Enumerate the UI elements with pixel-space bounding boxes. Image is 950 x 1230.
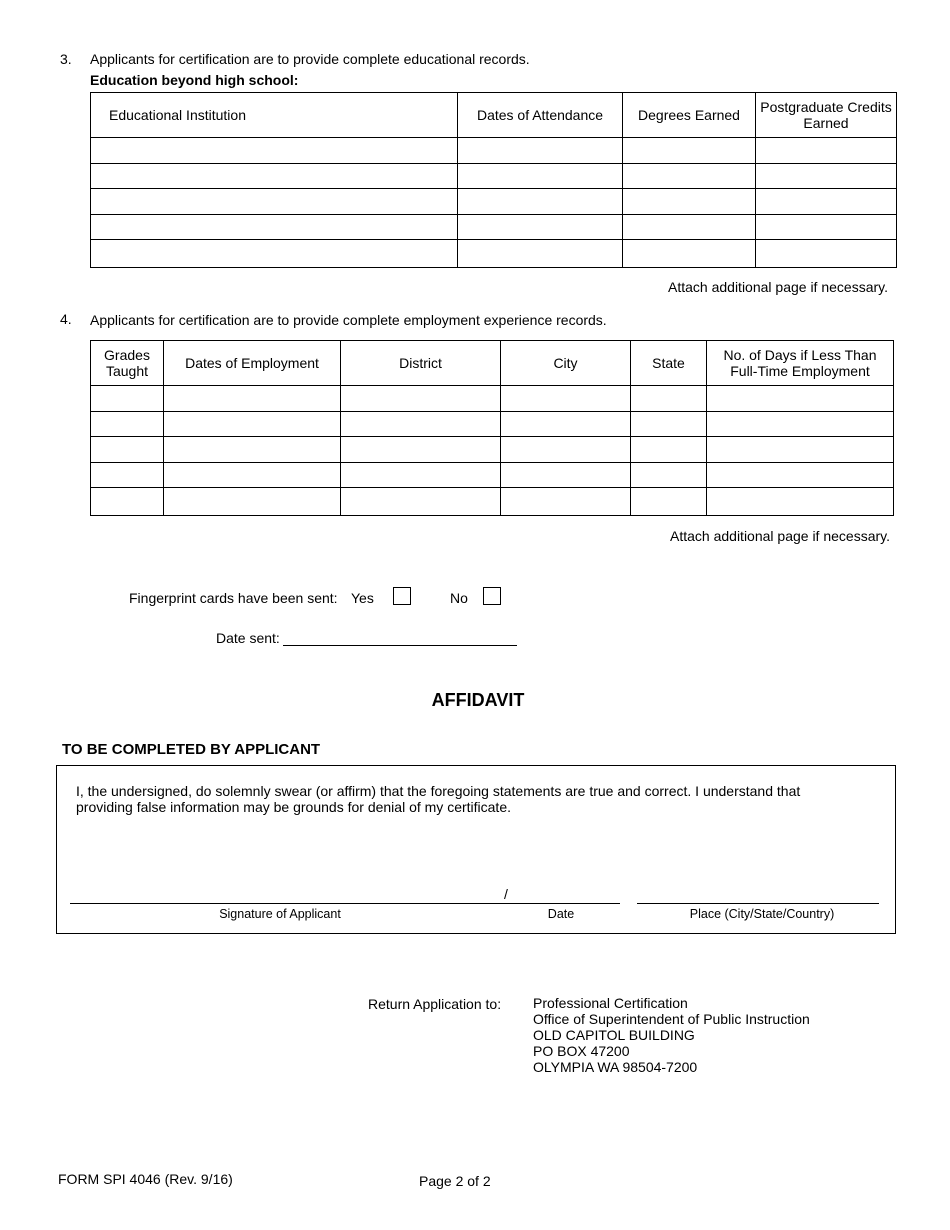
signature-date-line[interactable] bbox=[70, 903, 620, 904]
table-row bbox=[91, 240, 897, 268]
input-cell[interactable] bbox=[91, 138, 458, 164]
yes-checkbox[interactable] bbox=[393, 587, 411, 605]
col-district: District bbox=[341, 341, 501, 386]
input-cell[interactable] bbox=[91, 437, 164, 463]
input-cell[interactable] bbox=[458, 189, 623, 215]
table-row bbox=[91, 437, 894, 463]
date-sent-field[interactable] bbox=[283, 645, 517, 646]
input-cell[interactable] bbox=[707, 437, 894, 463]
employment-table bbox=[90, 340, 894, 516]
section-4-instruction: Applicants for certification are to provide complete employment experience records. bbox=[90, 312, 607, 328]
input-cell[interactable] bbox=[623, 214, 756, 240]
affidavit-statement-line-1: I, the undersigned, do solemnly swear (or affirm) that the foregoing statements are true and correct. I understand that bbox=[76, 783, 801, 799]
section-3-number: 3. bbox=[60, 51, 72, 67]
table-row bbox=[91, 138, 897, 164]
input-cell[interactable] bbox=[458, 163, 623, 189]
input-cell[interactable] bbox=[756, 189, 897, 215]
input-cell[interactable] bbox=[341, 462, 501, 488]
input-cell[interactable] bbox=[501, 488, 631, 516]
input-cell[interactable] bbox=[631, 386, 707, 412]
return-address bbox=[533, 995, 810, 1075]
input-cell[interactable] bbox=[756, 163, 897, 189]
input-cell[interactable] bbox=[501, 411, 631, 437]
col-days-less-than-full-time: No. of Days if Less Than Full-Time Employment bbox=[707, 341, 894, 386]
section-3-instruction: Applicants for certification are to provide complete educational records. bbox=[90, 51, 530, 67]
input-cell[interactable] bbox=[164, 488, 341, 516]
date-slash: / bbox=[504, 886, 508, 902]
affidavit-subtitle: TO BE COMPLETED BY APPLICANT bbox=[62, 741, 321, 758]
table-row bbox=[91, 163, 897, 189]
address-line: OLD CAPITOL BUILDING bbox=[533, 1027, 695, 1043]
education-table bbox=[90, 92, 897, 268]
col-postgraduate-credits: Postgraduate Credits Earned bbox=[756, 93, 897, 138]
input-cell[interactable] bbox=[91, 163, 458, 189]
input-cell[interactable] bbox=[501, 386, 631, 412]
place-line[interactable] bbox=[637, 903, 879, 904]
input-cell[interactable] bbox=[623, 240, 756, 268]
input-cell[interactable] bbox=[623, 189, 756, 215]
affidavit-title: AFFIDAVIT bbox=[431, 690, 525, 710]
signature-label: Signature of Applicant bbox=[219, 907, 341, 921]
form-id: FORM SPI 4046 (Rev. 9/16) bbox=[58, 1171, 233, 1187]
input-cell[interactable] bbox=[631, 488, 707, 516]
col-dates-of-employment: Dates of Employment bbox=[164, 341, 341, 386]
input-cell[interactable] bbox=[91, 462, 164, 488]
affidavit-statement bbox=[76, 783, 876, 815]
input-cell[interactable] bbox=[458, 214, 623, 240]
input-cell[interactable] bbox=[91, 189, 458, 215]
input-cell[interactable] bbox=[623, 163, 756, 189]
date-label: Date bbox=[547, 907, 575, 921]
input-cell[interactable] bbox=[164, 386, 341, 412]
page-number: Page 2 of 2 bbox=[419, 1173, 491, 1189]
input-cell[interactable] bbox=[707, 411, 894, 437]
address-line: Office of Superintendent of Public Instruction bbox=[533, 1011, 810, 1027]
yes-label: Yes bbox=[351, 590, 374, 606]
table-row bbox=[91, 462, 894, 488]
input-cell[interactable] bbox=[91, 214, 458, 240]
input-cell[interactable] bbox=[631, 437, 707, 463]
input-cell[interactable] bbox=[756, 214, 897, 240]
col-grades-taught: Grades Taught bbox=[91, 341, 164, 386]
table-row bbox=[91, 189, 897, 215]
col-state: State bbox=[631, 341, 707, 386]
table-row bbox=[91, 488, 894, 516]
attach-note-employment: Attach additional page if necessary. bbox=[670, 528, 890, 544]
input-cell[interactable] bbox=[707, 462, 894, 488]
input-cell[interactable] bbox=[341, 437, 501, 463]
table-row bbox=[91, 214, 897, 240]
table-row bbox=[91, 386, 894, 412]
input-cell[interactable] bbox=[458, 138, 623, 164]
input-cell[interactable] bbox=[631, 462, 707, 488]
education-subheading: Education beyond high school: bbox=[90, 72, 299, 88]
affidavit-statement-line-2: providing false information may be grounds for denial of my certificate. bbox=[76, 799, 511, 815]
input-cell[interactable] bbox=[458, 240, 623, 268]
input-cell[interactable] bbox=[341, 411, 501, 437]
input-cell[interactable] bbox=[341, 488, 501, 516]
address-line: PO BOX 47200 bbox=[533, 1043, 630, 1059]
input-cell[interactable] bbox=[164, 411, 341, 437]
input-cell[interactable] bbox=[631, 411, 707, 437]
no-checkbox[interactable] bbox=[483, 587, 501, 605]
input-cell[interactable] bbox=[756, 240, 897, 268]
col-city: City bbox=[501, 341, 631, 386]
section-4-number: 4. bbox=[60, 311, 72, 327]
input-cell[interactable] bbox=[341, 386, 501, 412]
table-row bbox=[91, 411, 894, 437]
input-cell[interactable] bbox=[756, 138, 897, 164]
input-cell[interactable] bbox=[91, 386, 164, 412]
fingerprint-question: Fingerprint cards have been sent: bbox=[129, 590, 338, 606]
place-label: Place (City/State/Country) bbox=[689, 907, 835, 921]
input-cell[interactable] bbox=[501, 437, 631, 463]
col-degrees-earned: Degrees Earned bbox=[623, 93, 756, 138]
input-cell[interactable] bbox=[164, 462, 341, 488]
col-educational-institution: Educational Institution bbox=[91, 93, 458, 138]
return-label: Return Application to: bbox=[368, 996, 502, 1012]
attach-note-education: Attach additional page if necessary. bbox=[668, 279, 888, 295]
address-line: Professional Certification bbox=[533, 995, 688, 1011]
no-label: No bbox=[450, 590, 468, 606]
address-line: OLYMPIA WA 98504-7200 bbox=[533, 1059, 698, 1075]
input-cell[interactable] bbox=[91, 488, 164, 516]
input-cell[interactable] bbox=[501, 462, 631, 488]
input-cell[interactable] bbox=[91, 240, 458, 268]
input-cell[interactable] bbox=[707, 386, 894, 412]
input-cell[interactable] bbox=[91, 411, 164, 437]
date-sent-label: Date sent: bbox=[216, 630, 280, 646]
col-dates-of-attendance: Dates of Attendance bbox=[458, 93, 623, 138]
input-cell[interactable] bbox=[707, 488, 894, 516]
input-cell[interactable] bbox=[164, 437, 341, 463]
input-cell[interactable] bbox=[623, 138, 756, 164]
